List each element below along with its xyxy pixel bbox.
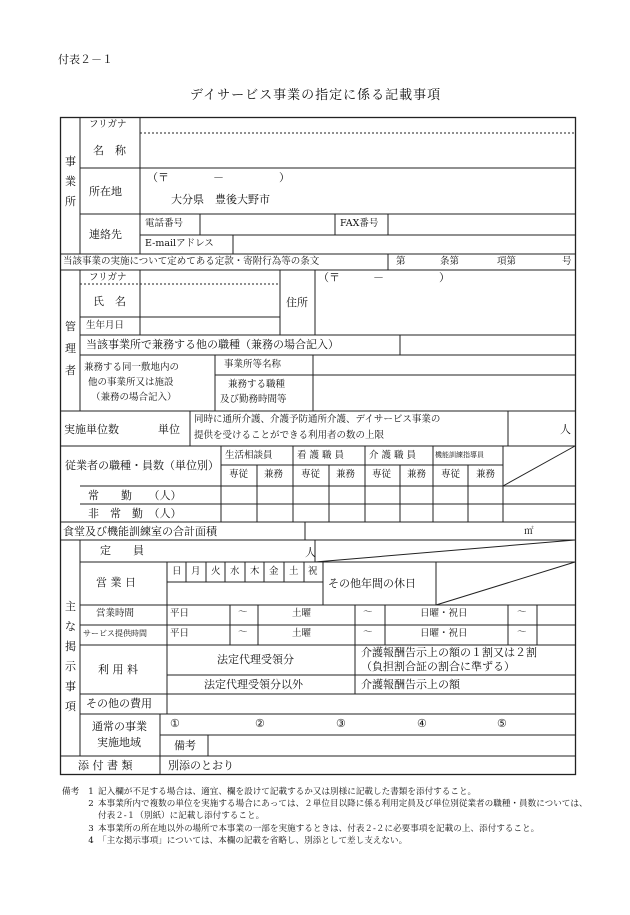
staff-type-1: 生活相談員 [225,450,273,461]
daiju-label: 法定代理受領分 [217,653,294,666]
address-value: 大分県 豊後大野市 [171,193,270,206]
office-name-label: 事業所等名称 [224,359,282,370]
day-holiday: 祝 [308,566,318,577]
daiju-right-1: 介護報酬告示上の額の１割又は２割 [361,646,537,659]
manager-furigana-label: フリガナ [89,272,127,283]
biko-label: 備考 [174,739,196,752]
article-label: 当該事業の実施について定めてある定款・寄附行為等の条文 [63,256,320,267]
duty-label-2: 及び勤務時間等 [220,394,287,405]
unit-desc-2: 提供を受けることができる利用者の数の上限 [194,430,385,441]
address-label: 所在地 [89,185,122,198]
form-id: 付表２－１ [58,53,113,66]
sen-3: 専従 [372,469,392,480]
other-cost-label: その他の費用 [86,697,152,710]
day-sat: 土 [289,566,299,577]
eigyobi-label: 営 業 日 [96,576,136,589]
article-ko: 項第 [497,256,517,267]
other-office-label-1: 兼務する同一敷地内の [84,362,180,373]
notes [62,786,592,847]
day-sun: 日 [172,566,182,577]
staff-type-4: 機能訓練指導員 [435,451,484,459]
note-number: 1 [88,787,94,797]
fulltime-label: 常 勤 （人） [88,489,182,502]
phone-label: 電話番号 [145,218,184,229]
note-item [62,798,592,822]
note-text: 記入欄が不足する場合は、適宜、欄を設けて記載するか又は別様に記載した書類を添付すること。 [98,787,477,797]
ken-2: 兼務 [336,469,356,480]
other-office-label-2: 他の事業所又は施設 [88,377,174,388]
tilde-1: ～ [238,607,248,618]
section-kanrisha: 管理者 [65,320,76,377]
ken-4: 兼務 [476,469,496,480]
tilde-2: ～ [363,607,373,618]
teiin-unit: 人 [305,546,316,559]
fee-label: 利 用 料 [98,663,138,676]
article-dai: 第 [396,256,406,267]
day-mon: 月 [191,566,201,577]
sen-1: 専従 [229,469,249,480]
service-hours-label: サービス提供時間 [83,629,147,638]
teiin-label: 定 員 [100,544,144,557]
note-number: 3 [88,823,94,834]
note-text: 本事業所内で複数の単位を実施する場合にあっては、２単位目以降に係る利用定員及び単位別従業者の職種・員数については、付表２-１（別紙）に記載し添付すること。 [98,799,588,822]
page-title: デイサービス事業の指定に係る記載事項 [190,88,442,103]
concurrent-duty-label: 当該事業所で兼務する他の職種（兼務の場合記入） [86,338,339,351]
name-label: 名 称 [93,144,126,157]
note-text: 「主な掲示事項」については、本欄の記載を省略し、別添として差し支えない。 [98,835,408,846]
tilde-6: ～ [517,627,527,638]
email-label: E-mailアドレス [145,238,214,249]
unit-people: 人 [560,423,571,436]
duty-label-1: 兼務する職種 [228,379,286,390]
attach-label: 添 付 書 類 [78,759,133,772]
hours-label: 営業時間 [96,608,135,619]
tilde-3: ～ [517,607,527,618]
ken-3: 兼務 [407,469,427,480]
area-4: ④ [417,717,427,730]
unit-desc-1: 同時に通所介護、介護予防通所介護、デイサービス事業の [194,414,441,425]
other-office-label-3: （兼務の場合記入） [91,392,177,403]
note-number: 4 [88,835,94,846]
manager-address-label: 住所 [286,296,308,309]
non-daiju-right: 介護報酬告示上の額 [361,678,460,691]
non-daiju-label: 法定代理受領分以外 [204,678,303,691]
furigana-label: フリガナ [89,119,127,130]
postal-code: （〒 － ） [147,171,290,184]
day-thu: 木 [250,566,260,577]
section-keiji: 主な掲示事項 [65,600,76,713]
attach-value: 別添のとおり [168,759,234,772]
article-jo: 条第 [440,256,460,267]
section-jigyosho: 事業所 [65,155,76,208]
area-label-1: 通常の事業 [92,720,147,733]
area-3: ③ [336,717,346,730]
staff-type-2: 看 護 職 員 [297,450,345,461]
day-tue: 火 [211,566,221,577]
day-fri: 金 [269,566,279,577]
staff-type-3: 介 護 職 員 [369,450,417,461]
sunday-1: 日曜・祝日 [420,608,468,619]
holiday-label: その他年間の休日 [328,577,416,590]
saturday-2: 土曜 [292,628,312,639]
tilde-4: ～ [238,627,248,638]
dining-area-label: 食堂及び機能訓練室の合計面積 [63,525,217,538]
unit-word: 単位 [158,423,180,436]
fax-label: FAX番号 [340,218,379,229]
note-item [62,823,592,835]
weekday-2: 平日 [170,628,190,639]
area-label-2: 実施地域 [97,736,141,749]
note-item [62,835,592,847]
ken-1: 兼務 [264,469,284,480]
sen-2: 専従 [301,469,321,480]
area-1: ① [170,717,180,730]
note-number: 2 [88,799,94,810]
sen-4: 専従 [441,469,461,480]
tilde-5: ～ [363,627,373,638]
daiju-right-2: （負担割合証の割合に準ずる） [361,660,515,673]
manager-postal: （〒 － ） [318,271,450,284]
contact-label: 連絡先 [89,228,122,241]
article-go: 号 [562,256,572,267]
area-5: ⑤ [497,717,507,730]
notes-header: 備考 [62,787,80,797]
parttime-label: 非 常 勤 （人） [88,507,182,520]
note-item [62,786,592,798]
area-2: ② [255,717,265,730]
manager-name-label: 氏 名 [93,295,126,308]
sunday-2: 日曜・祝日 [420,628,468,639]
note-text: 本事業所の所在地以外の場所で本事業の一部を実施するときは、付表２-２に必要事項を記載の上、添付すること。 [98,823,540,834]
weekday-1: 平日 [170,608,190,619]
staff-header: 従業者の職種・員数（単位別） [65,459,219,472]
saturday-1: 土曜 [292,608,312,619]
dining-area-unit: ㎡ [524,526,534,537]
manager-dob-label: 生年月日 [86,320,125,331]
day-wed: 水 [230,566,240,577]
unit-count-label: 実施単位数 [64,423,119,436]
